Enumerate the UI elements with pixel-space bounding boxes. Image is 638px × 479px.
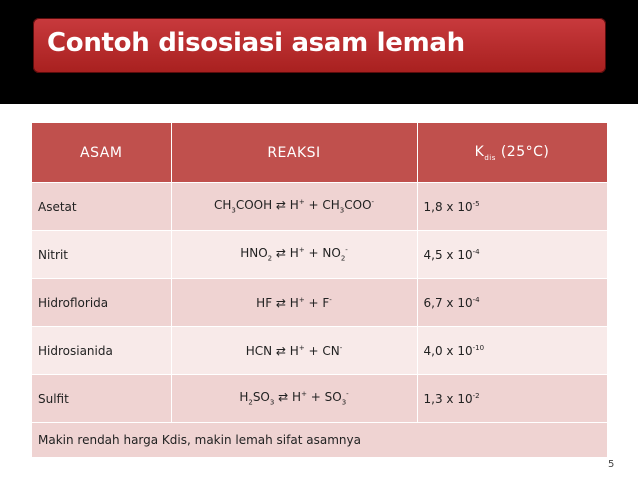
table-row	[32, 327, 607, 375]
acid-name: Hidrosianida	[32, 327, 171, 375]
dissociation-table	[32, 123, 608, 457]
page-number: 5	[608, 459, 615, 470]
kdis-value: 4,0 x $10^{-10}$	[417, 327, 607, 375]
acid-name: Nitrit	[32, 231, 171, 279]
table-row	[32, 279, 607, 327]
reaction: $HNO_2$ ⇄ $H^+ + NO_2^-$	[171, 231, 417, 279]
kdis-value: 6,7 x $10^{-4}$	[417, 279, 607, 327]
acid-name: Asetat	[32, 183, 171, 231]
reaction: $CH_3COOH$ ⇄ $H^+ + CH_3COO^-$	[171, 183, 417, 231]
kdis-value: 4,5 x $10^{-4}$	[417, 231, 607, 279]
slide-title: Contoh disosiasi asam lemah	[47, 28, 465, 58]
table-row	[32, 375, 607, 423]
reaction: $H_2SO_3$ ⇄ $H^+ + SO_3^-$	[171, 375, 417, 423]
acid-name: Hidroflorida	[32, 279, 171, 327]
title-bar	[33, 18, 606, 73]
table-note-row	[32, 423, 607, 458]
kdis-value: 1,8 x $10^{-5}$	[417, 183, 607, 231]
table-row	[32, 231, 607, 279]
header-acid: ASAM	[32, 123, 171, 183]
reaction: HF ⇄ H+ + F-	[171, 279, 417, 327]
table-header	[32, 123, 607, 183]
header-reaction: REAKSI	[171, 123, 417, 183]
acid-name: Sulfit	[32, 375, 171, 423]
title-background	[0, 0, 638, 104]
table-note: Makin rendah harga Kdis, makin lemah sifat asamnya	[32, 423, 607, 458]
table-row	[32, 183, 607, 231]
reaction: HCN ⇄ H+ + CN-	[171, 327, 417, 375]
header-kdis: $K_{dis}$ (25°C)	[417, 123, 607, 183]
kdis-value: 1,3 x $10^{-2}$	[417, 375, 607, 423]
